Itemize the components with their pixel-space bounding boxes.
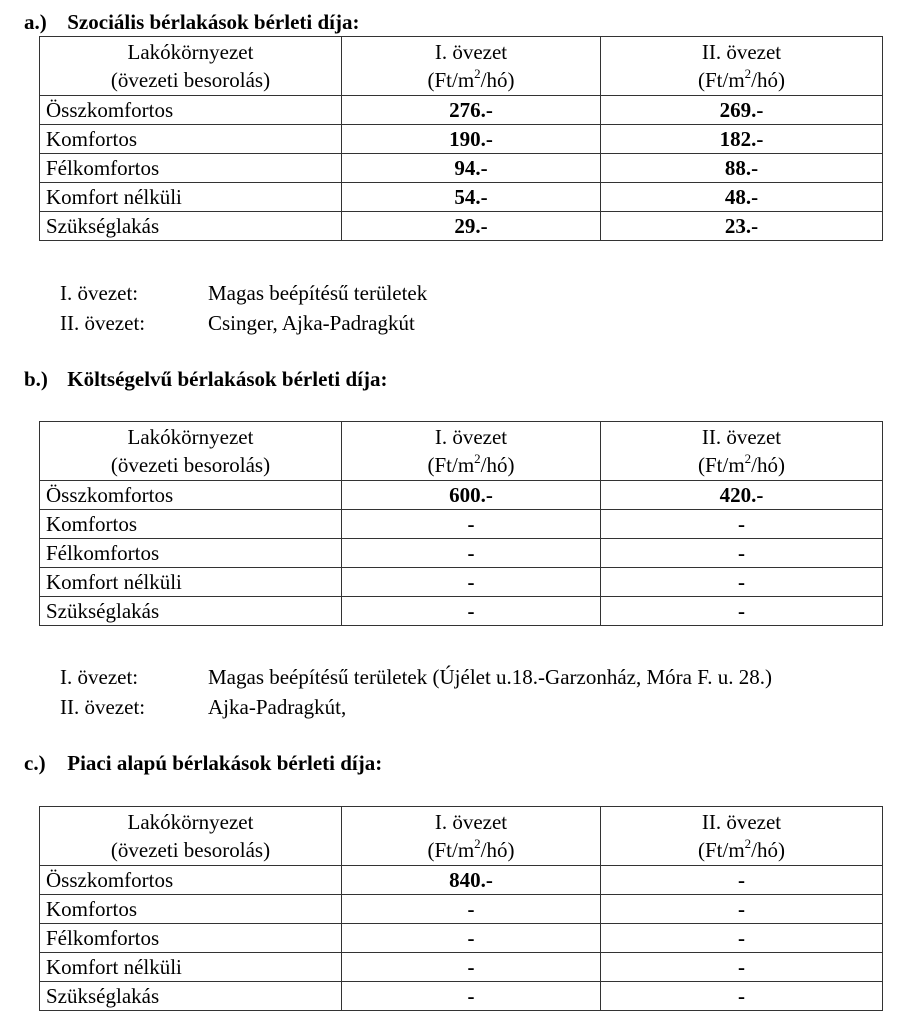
table-row [40,568,883,597]
zone-1-value: 276.- [342,96,601,125]
zone-2-value: 88.- [601,154,883,183]
header-zone-1: I. övezet $(Ft/m^2/hó)$ [342,422,601,481]
zone-2-value: 23.- [601,212,883,241]
row-name: Komfort nélküli [40,953,342,982]
section-title: Piaci alapú bérlakások bérleti díja: [67,751,383,775]
table-row [40,866,883,895]
row-name: Félkomfortos [40,539,342,568]
row-name: Félkomfortos [40,154,342,183]
row-name: Összkomfortos [40,866,342,895]
zone-1-value: - [342,510,601,539]
zone-2-value: - [601,924,883,953]
zone-note: II. övezet: Ajka-Padragkút, [60,695,347,719]
table-row [40,183,883,212]
zone-2-value: - [601,953,883,982]
section-b-heading [24,367,387,391]
zone-1-value: - [342,924,601,953]
header-environment: Lakókörnyezet (övezeti besorolás) [40,807,342,866]
table-header-row [40,37,883,96]
zone-2-value: - [601,510,883,539]
zone-2-value: - [601,597,883,626]
row-name: Komfort nélküli [40,183,342,212]
zone-2-value: 420.- [601,481,883,510]
row-name: Összkomfortos [40,481,342,510]
zone-2-value: - [601,568,883,597]
header-environment: Lakókörnyezet (övezeti besorolás) [40,422,342,481]
zone-1-value: - [342,895,601,924]
section-label: b.) [24,367,48,391]
zone-note: II. övezet: Csinger, Ajka-Padragkút [60,311,415,335]
section-a-heading [24,10,360,34]
zone-1-value: 94.- [342,154,601,183]
table-header-row [40,807,883,866]
table-row [40,982,883,1011]
cost-based-rent-table [39,421,883,626]
zone-1-value: - [342,982,601,1011]
table-row [40,539,883,568]
table-row [40,154,883,183]
section-title: Szociális bérlakások bérleti díja: [67,10,360,34]
row-name: Szükséglakás [40,597,342,626]
row-name: Komfortos [40,510,342,539]
table-header-row [40,422,883,481]
row-name: Szükséglakás [40,212,342,241]
table-row [40,481,883,510]
row-name: Komfort nélküli [40,568,342,597]
table-row [40,96,883,125]
header-zone-2: II. övezet $(Ft/m^2/hó)$ [601,807,883,866]
header-zone-1: I. övezet $(Ft/m^2/hó)$ [342,807,601,866]
header-zone-1: I. övezet $(Ft/m^2/hó)$ [342,37,601,96]
row-name: Félkomfortos [40,924,342,953]
zone-2-value: - [601,982,883,1011]
market-rent-table [39,806,883,1011]
zone-2-value: 48.- [601,183,883,212]
zone-1-value: - [342,568,601,597]
zone-1-value: - [342,597,601,626]
zone-1-value: 840.- [342,866,601,895]
zone-1-value: - [342,539,601,568]
table-row [40,125,883,154]
header-environment: Lakókörnyezet (övezeti besorolás) [40,37,342,96]
table-row [40,924,883,953]
zone-2-value: - [601,866,883,895]
table-row [40,895,883,924]
zone-2-value: 269.- [601,96,883,125]
section-c-heading [24,751,382,775]
section-label: a.) [24,10,47,34]
zone-1-value: 29.- [342,212,601,241]
table-row [40,597,883,626]
row-name: Szükséglakás [40,982,342,1011]
zone-1-value: 190.- [342,125,601,154]
zone-2-value: - [601,895,883,924]
zone-note: I. övezet: Magas beépítésű területek (Újélet u.18.-Garzonház, Móra F. u. 28.) [60,665,772,689]
table-row [40,510,883,539]
row-name: Komfortos [40,125,342,154]
zone-notes-b [60,662,772,722]
zone-1-value: 54.- [342,183,601,212]
zone-notes-a [60,278,427,338]
section-label: c.) [24,751,46,775]
table-row [40,953,883,982]
row-name: Összkomfortos [40,96,342,125]
table-row [40,212,883,241]
row-name: Komfortos [40,895,342,924]
zone-2-value: 182.- [601,125,883,154]
zone-1-value: 600.- [342,481,601,510]
header-zone-2: II. övezet $(Ft/m^2/hó)$ [601,37,883,96]
zone-2-value: - [601,539,883,568]
zone-note: I. övezet: Magas beépítésű területek [60,281,428,305]
zone-1-value: - [342,953,601,982]
section-title: Költségelvű bérlakások bérleti díja: [67,367,388,391]
social-rent-table [39,36,883,241]
header-zone-2: II. övezet $(Ft/m^2/hó)$ [601,422,883,481]
